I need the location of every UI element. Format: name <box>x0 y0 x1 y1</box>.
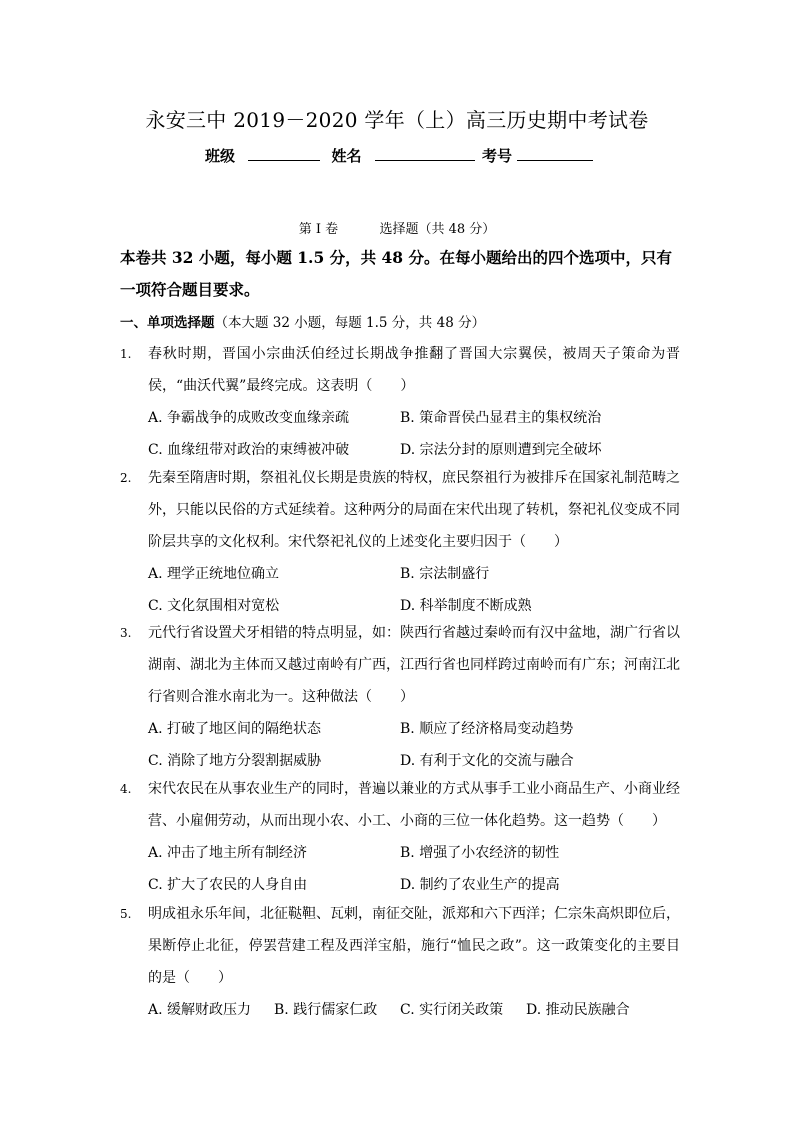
question-2 <box>120 462 680 622</box>
question-5 <box>120 898 680 1026</box>
question-number: 1. <box>120 347 132 361</box>
option-c[interactable]: C. 扩大了农民的人身自由 <box>148 877 308 893</box>
option-b[interactable]: B. 宗法制盛行 <box>400 566 490 582</box>
student-info-fields <box>205 145 625 166</box>
question-stem: 春秋时期，晋国小宗曲沃伯经过长期战争推翻了晋国大宗翼侯，被周天子策命为晋侯，“曲沃代翼”最终完成。这表明（ ） <box>148 346 680 394</box>
option-b[interactable]: B. 策命晋侯凸显君主的集权统治 <box>400 410 602 426</box>
question-3 <box>120 617 680 777</box>
question-number: 2. <box>120 471 132 485</box>
option-c[interactable]: C. 实行闭关政策 <box>400 1002 504 1018</box>
question-stem: 宋代农民在从事农业生产的同时，普遍以兼业的方式从事手工业小商品生产、小商业经营、小雇佣劳动，从而出现小农、小工、小商的三位一体化趋势。这一趋势（ ） <box>148 781 680 829</box>
option-d[interactable]: D. 科举制度不断成熟 <box>400 598 532 614</box>
exam-title: 永安三中 2019－2020 学年（上）高三历史期中考试卷 <box>145 108 649 132</box>
number-label: 考号 <box>481 147 512 165</box>
option-a[interactable]: A. 冲击了地主所有制经济 <box>148 845 308 861</box>
question-options <box>148 837 680 901</box>
section-title: 第 I 卷 选择题（共 48 分） <box>298 222 496 237</box>
question-number: 3. <box>120 626 132 640</box>
number-blank[interactable] <box>517 146 593 161</box>
question-number: 4. <box>120 782 132 796</box>
class-label: 班级 <box>205 147 236 165</box>
option-d[interactable]: D. 推动民族融合 <box>526 1002 630 1018</box>
option-a[interactable]: A. 争霸战争的成败改变血缘亲疏 <box>148 410 350 426</box>
option-c[interactable]: C. 消除了地方分裂割据威胁 <box>148 753 322 769</box>
option-c[interactable]: C. 血缘纽带对政治的束缚被冲破 <box>148 442 350 458</box>
option-b[interactable]: B. 践行儒家仁政 <box>274 1002 378 1018</box>
option-d[interactable]: D. 制约了农业生产的提高 <box>400 877 560 893</box>
question-number: 5. <box>120 907 132 921</box>
option-a[interactable]: A. 理学正统地位确立 <box>148 566 280 582</box>
question-1 <box>120 338 680 466</box>
question-4 <box>120 773 680 901</box>
question-options <box>148 994 680 1026</box>
name-label: 姓名 <box>331 147 362 165</box>
question-options <box>148 558 680 622</box>
question-options <box>148 402 680 466</box>
option-d[interactable]: D. 有利于文化的交流与融合 <box>400 753 574 769</box>
name-blank[interactable] <box>375 146 475 161</box>
question-stem: 明成祖永乐年间，北征鞑靼、瓦剌，南征交阯，派郑和六下西洋；仁宗朱高炽即位后，果断停止北征，停罢营建工程及西洋宝船，施行“恤民之政”。这一政策变化的主要目的是（ ） <box>148 906 680 986</box>
option-a[interactable]: A. 缓解财政压力 <box>148 1002 252 1018</box>
option-b[interactable]: B. 顺应了经济格局变动趋势 <box>400 721 574 737</box>
option-c[interactable]: C. 文化氛围相对宽松 <box>148 598 280 614</box>
class-blank[interactable] <box>248 146 320 161</box>
question-stem: 元代行省设置犬牙相错的特点明显，如：陕西行省越过秦岭而有汉中盆地，湖广行省以湖南、湖北为主体而又越过南岭有广西，江西行省也同样跨过南岭而有广东；河南江北行省则合淮水南北为一。这种做法（ ） <box>148 625 680 705</box>
question-stem: 先秦至隋唐时期，祭祖礼仪长期是贵族的特权，庶民祭祖行为被排斥在国家礼制范畴之外，只能以民俗的方式延续着。这种两分的局面在宋代出现了转机，祭祀礼仪变成不同阶层共享的文化权利。宋代祭祀礼仪的上述变化主要归因于（ ） <box>148 470 680 550</box>
section-intro: 本卷共 32 小题，每小题 1.5 分，共 48 分。在每小题给出的四个选项中，只有一项符合题目要求。 <box>120 248 672 299</box>
question-options <box>148 713 680 777</box>
option-a[interactable]: A. 打破了地区间的隔绝状态 <box>148 721 322 737</box>
option-b[interactable]: B. 增强了小农经济的韧性 <box>400 845 560 861</box>
part-label: 一、单项选择题 <box>120 315 215 331</box>
part-heading <box>120 311 485 331</box>
option-d[interactable]: D. 宗法分封的原则遭到完全破坏 <box>400 442 602 458</box>
part-note: （本大题 32 小题，每题 1.5 分，共 48 分） <box>214 315 486 331</box>
